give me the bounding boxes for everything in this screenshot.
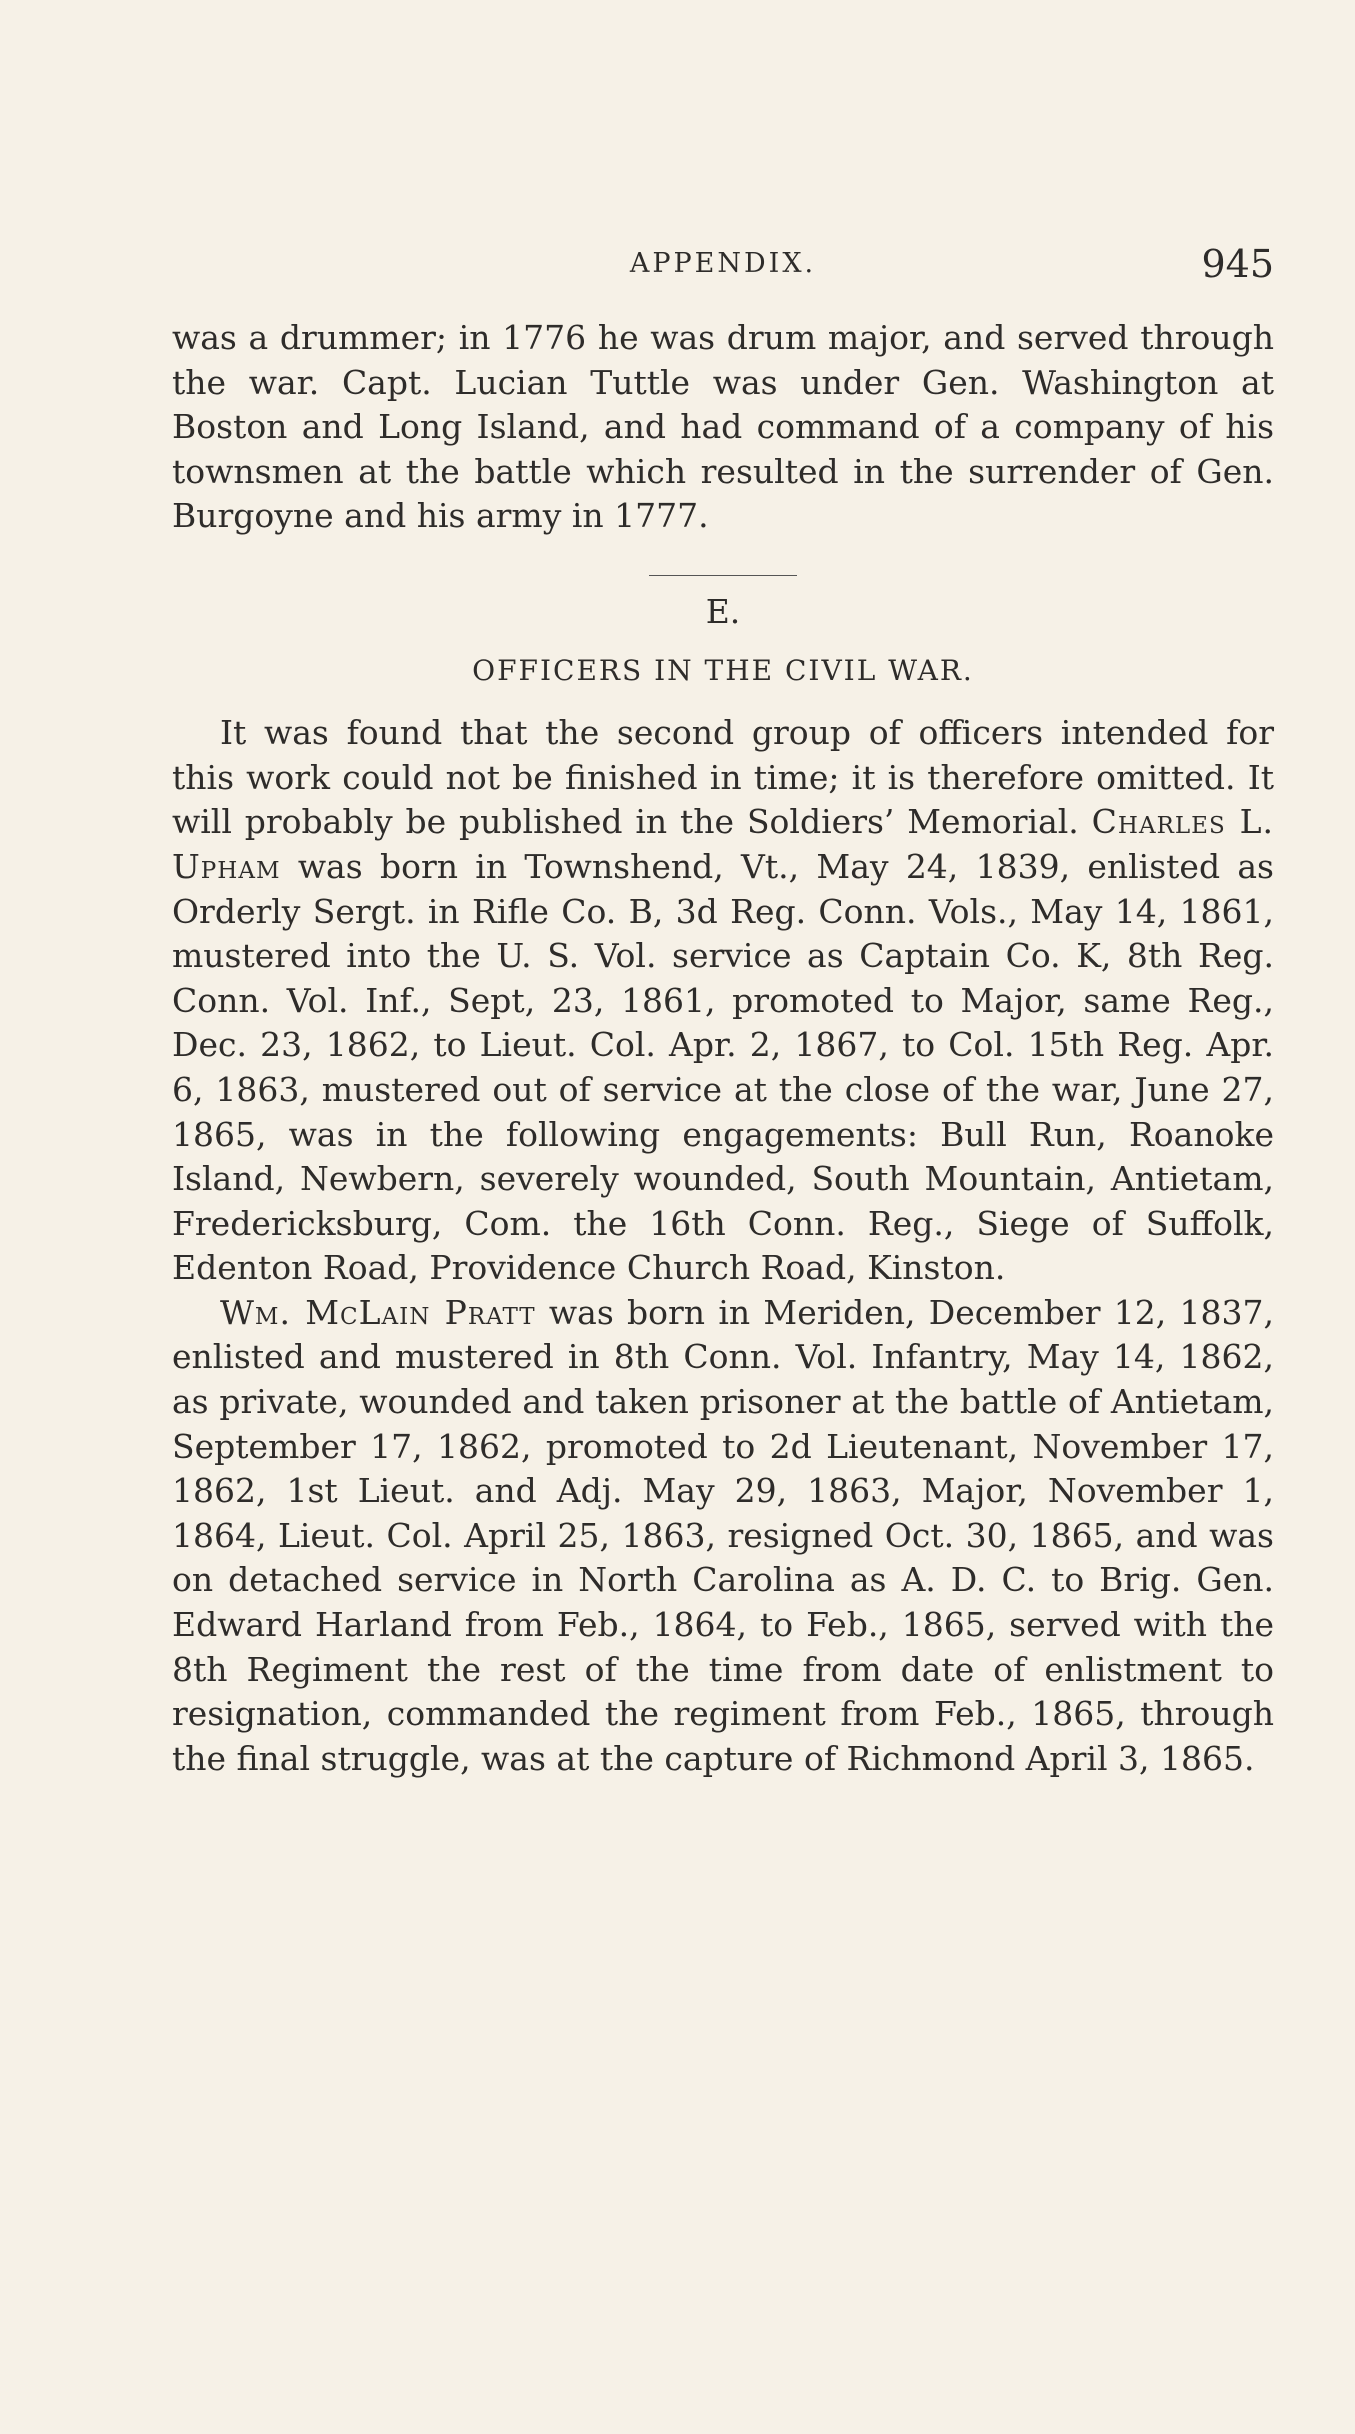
- section-title: OFFICERS IN THE CIVIL WAR.: [472, 653, 974, 687]
- officer-name-upham: Charles L. Upham: [172, 802, 1274, 886]
- upham-biography: was born in Townshend, Vt., May 24, 1839, enlisted as Orderly Sergt. in Rifle Co. B, 3d Reg. Conn. Vols., May 14, 1861, mustered into the U. S. Vol. service as Captain Co. K, 8th Reg. Conn. Vol. Inf., Sept, 23, 1861, promoted to Major, same Reg., Dec. 23, 1862, to Lieut. Col. Apr. 2, 1867, to Col. 15th Reg. Apr. 6, 1863, mustered out of service at the close of the war, June 27, 1865, was in the following engagements: Bull Run, Roanoke Island, Newbern, severely wounded, South Mountain, Antietam, Fredericksburg, Com. the 16th Conn. Reg., Siege of Suffolk, Edenton Road, Providence Church Road, Kinston.: [172, 846, 1274, 1288]
- page-number: 945: [1201, 242, 1274, 286]
- intro-text: It was found that the second group of officers intended for this work could not be finished in time; it is therefore omitted. It will probably be published in the Soldiers’ Memorial.: [172, 713, 1274, 842]
- paragraph-intro-upham: [172, 711, 1274, 1291]
- section-divider: [649, 575, 797, 576]
- section-letter: E.: [705, 591, 741, 631]
- running-head: APPENDIX.: [629, 248, 817, 279]
- pratt-biography: was born in Meriden, December 12, 1837, enlisted and mustered in 8th Conn. Vol. Infantry, May 14, 1862, as private, wounded and taken prisoner at the battle of Antietam, September 17, 1862, promoted to 2d Lieutenant, November 17, 1862, 1st Lieut. and Adj. May 29, 1863, Major, November 1, 1864, Lieut. Col. April 25, 1863, resigned Oct. 30, 1865, and was on detached service in North Carolina as A. D. C. to Brig. Gen. Edward Harland from Feb., 1864, to Feb., 1865, served with the 8th Regiment the rest of the time from date of enlistment to resignation, commanded the regiment from Feb., 1865, through the final struggle, was at the capture of Richmond April 3, 1865.: [172, 1292, 1274, 1778]
- officer-name-pratt: Wm. McLain Pratt: [220, 1292, 536, 1332]
- continued-paragraph: was a drummer; in 1776 he was drum major, and served through the war. Capt. Lucian Tuttle was under Gen. Washington at Boston and Long Island, and had command of a company of his townsmen at the battle which resulted in the surrender of Gen. Burgoyne and his army in 1777.: [172, 318, 1274, 536]
- page-header: [172, 242, 1274, 302]
- body-text: [172, 316, 1274, 1781]
- paragraph-pratt: [172, 1291, 1274, 1782]
